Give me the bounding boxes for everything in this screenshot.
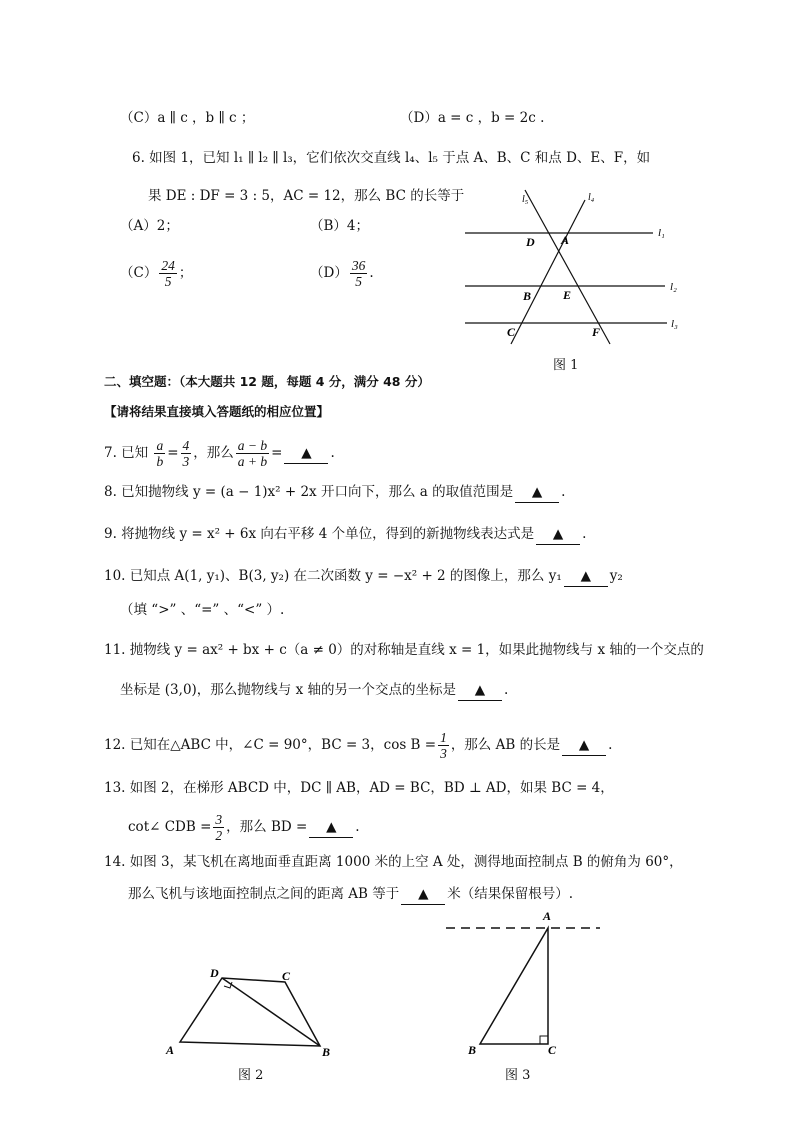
question-8 [104, 482, 565, 503]
section-2-heading: 二、填空题：（本大题共 12 题，每题 4 分，满分 48 分） [104, 374, 430, 389]
q7-middle: ，那么 [193, 445, 234, 461]
q7-frac1-num: a [156, 438, 164, 453]
q12-answer-blank[interactable]: ▲ [562, 735, 606, 756]
q6-option-d [310, 258, 374, 289]
fig3-label-c: C [548, 1043, 557, 1057]
point-f-label: F [592, 325, 601, 339]
q6-option-d-label: （D） [310, 265, 348, 281]
q7-fraction-2 [181, 438, 192, 469]
q6-option-b: （B）4； [310, 218, 370, 234]
q12-frac-num: 1 [440, 730, 447, 745]
question-12 [104, 730, 612, 761]
q6-option-d-tail: . [369, 265, 374, 281]
q6-option-d-num: 36 [351, 258, 366, 273]
q13-end: . [355, 819, 360, 835]
point-b-label: B [523, 289, 532, 303]
label-l5: l₅ [522, 194, 529, 205]
fig2-label-a: A [166, 1043, 175, 1057]
q14-end: 米（结果保留根号）. [447, 886, 574, 902]
q6-option-a: （A）2； [120, 218, 179, 234]
figure-2-caption: 图 2 [238, 1068, 264, 1083]
fig2-label-d: D [210, 966, 219, 980]
q6-option-d-den: 5 [355, 274, 362, 289]
q9-text: 9. 将抛物线 y = x² + 6x 向右平移 4 个单位，得到的新抛物线表达式是 [104, 526, 535, 542]
fig2-label-b: B [322, 1045, 331, 1059]
figure-2 [160, 962, 350, 1062]
point-d-label: D [526, 235, 535, 249]
q7-equals: = [167, 445, 179, 461]
q12-end: . [608, 737, 613, 753]
q13-post: ，那么 BD = [226, 819, 308, 835]
label-l4: l₄ [588, 192, 595, 203]
q7-frac2-num: 4 [182, 438, 190, 453]
label-l3: l₃ [671, 318, 678, 330]
trapezoid-abcd [180, 978, 320, 1046]
q12-post: ，那么 AB 的长是 [450, 737, 561, 753]
q5-option-d: （D）a = c ，b = 2c . [400, 110, 545, 126]
q7-frac1-den: b [156, 454, 164, 469]
right-angle-mark-c [540, 1036, 548, 1044]
q7-fraction-1 [154, 438, 165, 469]
q7-frac2-den: 3 [182, 454, 190, 469]
q13-fraction [213, 812, 224, 843]
triangle-abc [480, 928, 548, 1044]
q6-option-c-tail: ； [178, 265, 193, 281]
q11-answer-blank[interactable]: ▲ [458, 680, 502, 701]
q13-frac-num: 3 [215, 812, 223, 827]
q7-frac3-num: a − b [237, 438, 268, 453]
q8-answer-blank[interactable]: ▲ [515, 482, 559, 503]
q13-prefix: cot∠ CDB = [128, 819, 212, 835]
q11-end: . [504, 682, 509, 698]
q7-prefix: 7. 已知 [104, 445, 149, 461]
q11-line1: 11. 抛物线 y = ax² + bx + c（a ≠ 0）的对称轴是直线 x = 1，如果此抛物线与 x 轴的一个交点的 [104, 642, 704, 658]
figure-3-caption: 图 3 [505, 1068, 531, 1083]
point-e-label: E [563, 288, 572, 302]
q7-fraction-3 [236, 438, 269, 469]
q12-fraction [438, 730, 449, 761]
line-l5 [525, 190, 610, 344]
q8-text: 8. 已知抛物线 y = (a − 1)x² + 2x 开口向下，那么 a 的取值范围是 [104, 484, 514, 500]
point-c-label: C [507, 325, 516, 339]
question-10 [104, 566, 623, 587]
diagonal-bd [222, 978, 320, 1046]
fig2-label-c: C [282, 969, 291, 983]
q12-prefix: 12. 已知在△ABC 中，∠C = 90°，BC = 3，cos B = [104, 737, 437, 753]
q9-answer-blank[interactable]: ▲ [536, 524, 580, 545]
question-7 [104, 438, 335, 469]
q6-option-c [120, 258, 192, 289]
q11-line2-text: 坐标是 (3,0)，那么抛物线与 x 轴的另一个交点的坐标是 [120, 682, 456, 698]
q12-frac-den: 3 [440, 746, 447, 761]
q13-answer-blank[interactable]: ▲ [309, 817, 353, 838]
q6-option-c-label: （C） [120, 265, 158, 281]
point-a-label: A [561, 233, 570, 247]
q14-line1: 14. 如图 3，某飞机在离地面垂直距离 1000 米的上空 A 处，测得地面控制点 B 的俯角为 60°， [104, 854, 683, 870]
label-l1: l₁ [658, 227, 665, 239]
q10-instruction: （填 “>” 、“=” 、“<” ）. [120, 602, 285, 618]
section-2-note: 【请将结果直接填入答题纸的相应位置】 [104, 404, 330, 419]
q13-line1: 13. 如图 2，在梯形 ABCD 中，DC ∥ AB，AD = BC，BD ⊥ AD，如果 BC = 4， [104, 780, 614, 796]
question-11-line2 [120, 680, 508, 701]
q9-end: . [582, 526, 587, 542]
figure-3 [440, 908, 610, 1060]
q6-option-d-fraction [350, 258, 368, 289]
question-13-line2 [128, 812, 360, 843]
q5-option-c: （C）a ∥ c ，b ∥ c ； [120, 110, 255, 126]
figure-1 [455, 178, 695, 350]
q13-frac-den: 2 [215, 828, 223, 843]
figure-1-caption: 图 1 [553, 358, 579, 373]
q10-answer-blank[interactable]: ▲ [564, 566, 608, 587]
q6-option-c-den: 5 [164, 274, 172, 289]
fig3-label-b: B [468, 1043, 477, 1057]
q6-option-c-fraction [159, 258, 177, 289]
question-9 [104, 524, 586, 545]
label-l2: l₂ [670, 281, 677, 293]
q6-stem-line2: 果 DE : DF = 3 : 5，AC = 12，那么 BC 的长等于 [148, 188, 465, 204]
q7-post: = [271, 445, 283, 461]
q7-end: . [330, 445, 335, 461]
q10-end: y₂ [609, 568, 623, 584]
q6-option-c-num: 24 [161, 258, 175, 273]
q6-stem-line1: 6. 如图 1，已知 l₁ ∥ l₂ ∥ l₃，它们依次交直线 l₄、l₅ 于点 A、B、C 和点 D、E、F，如 [132, 150, 651, 166]
q14-line2-text: 那么飞机与该地面控制点之间的距离 AB 等于 [128, 886, 400, 902]
q8-end: . [561, 484, 566, 500]
q7-frac3-den: a + b [237, 454, 268, 469]
fig3-label-a: A [543, 909, 552, 923]
q10-text: 10. 已知点 A(1, y₁)、B(3, y₂) 在二次函数 y = −x² + 2 的图像上，那么 y₁ [104, 568, 562, 584]
q14-answer-blank[interactable]: ▲ [401, 884, 445, 905]
question-14-line2 [128, 884, 573, 905]
q7-answer-blank[interactable]: ▲ [284, 443, 328, 464]
